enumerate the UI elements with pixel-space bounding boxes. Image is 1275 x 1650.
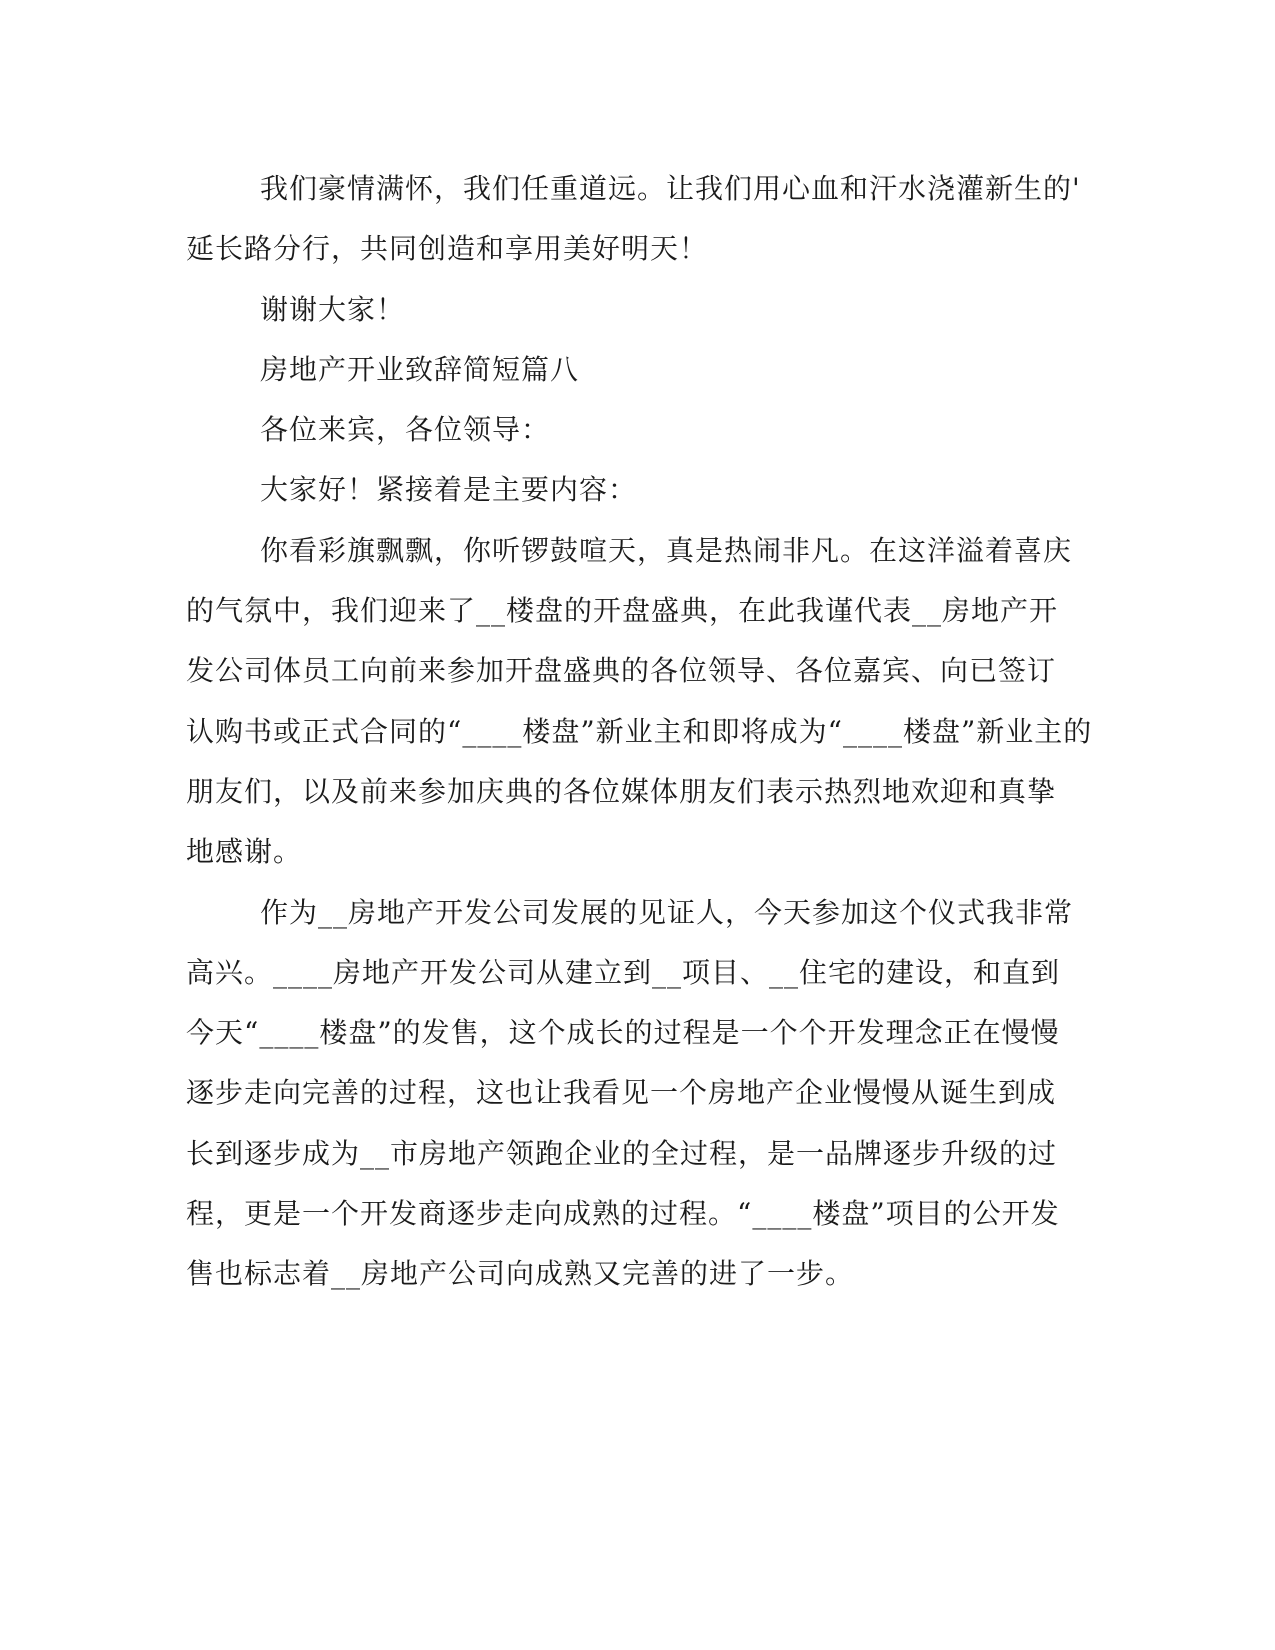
text-line: 发公司体员工向前来参加开盘盛典的各位领导、各位嘉宾、向已签订 xyxy=(186,654,1057,688)
text-line: 作为__房地产开发公司发展的见证人，今天参加这个仪式我非常 xyxy=(260,895,1074,929)
salutation xyxy=(186,400,1072,460)
section-heading xyxy=(186,340,1072,400)
body-paragraph-1 xyxy=(186,521,1093,883)
document-body xyxy=(186,159,1093,1305)
text-line: 售也标志着__房地产公司向成熟又完善的进了一步。 xyxy=(186,1257,855,1291)
greeting xyxy=(186,460,1072,520)
text-line: 房地产开业致辞简短篇八 xyxy=(260,352,580,386)
text-line: 逐步走向完善的过程，这也让我看见一个房地产企业慢慢从诞生到成 xyxy=(186,1076,1057,1110)
text-line: 大家好！紧接着是主要内容： xyxy=(260,473,638,507)
closing-paragraph xyxy=(186,159,1081,280)
text-line: 我们豪情满怀，我们任重道远。让我们用心血和汗水浇灌新生的' xyxy=(260,172,1081,205)
thanks-line xyxy=(186,280,1072,340)
text-line: 朋友们，以及前来参加庆典的各位媒体朋友们表示热烈地欢迎和真挚 xyxy=(186,774,1057,808)
text-line: 的气氛中，我们迎来了__楼盘的开盘盛典，在此我谨代表__房地产开 xyxy=(186,594,1059,628)
text-line: 各位来宾，各位领导： xyxy=(260,413,551,447)
text-line: 认购书或正式合同的“____楼盘”新业主和即将成为“____楼盘”新业主的 xyxy=(186,714,1093,748)
text-line: 程，更是一个开发商逐步走向成熟的过程。“____楼盘”项目的公开发 xyxy=(186,1197,1060,1231)
text-line: 谢谢大家！ xyxy=(260,292,406,326)
text-line: 高兴。____房地产开发公司从建立到__项目、__住宅的建设，和直到 xyxy=(186,955,1061,989)
text-line: 你看彩旗飘飘，你听锣鼓喧天，真是热闹非凡。在这洋溢着喜庆 xyxy=(260,533,1073,567)
text-line: 今天“____楼盘”的发售，这个成长的过程是一个个开发理念正在慢慢 xyxy=(186,1016,1060,1050)
text-line: 地感谢。 xyxy=(186,835,303,869)
text-line: 延长路分行，共同创造和享用美好明天！ xyxy=(186,232,709,266)
text-line: 长到逐步成为__市房地产领跑企业的全过程，是一品牌逐步升级的过 xyxy=(186,1136,1058,1170)
body-paragraph-2 xyxy=(186,883,1072,1305)
